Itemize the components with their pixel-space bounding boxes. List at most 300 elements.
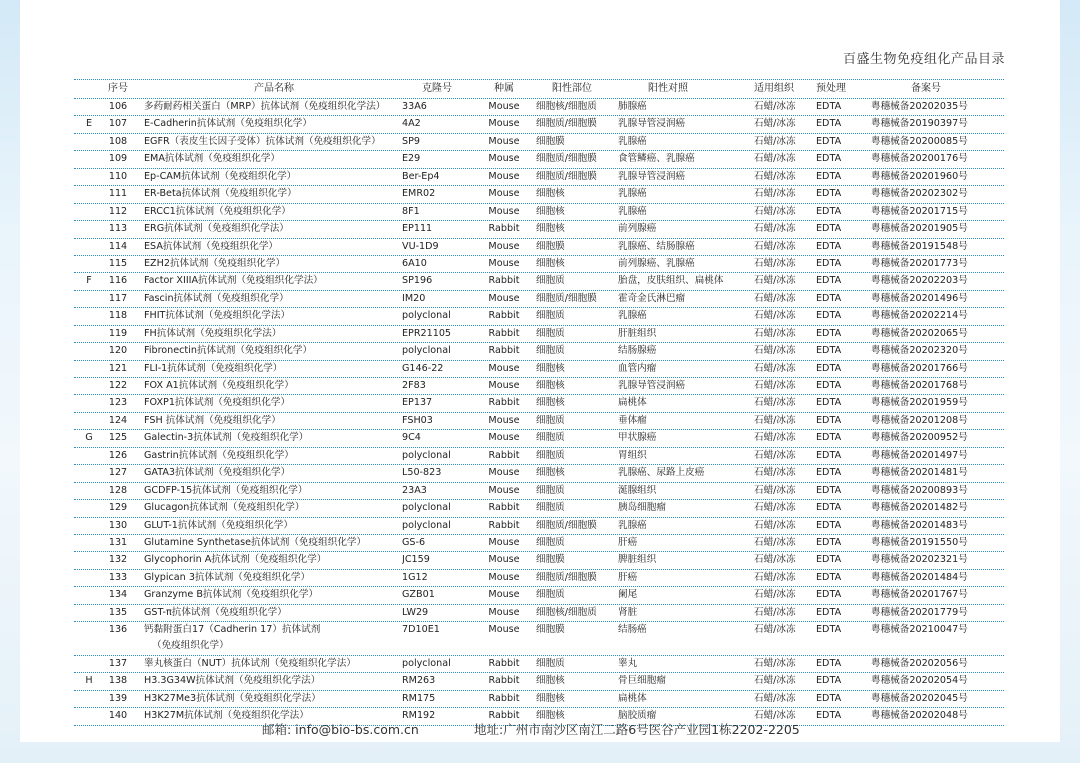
cell-clone: VU-1D9 xyxy=(402,240,439,252)
cell-name: Glycophorin A抗体试剂（免疫组织化学） xyxy=(144,554,327,566)
cell-species: Mouse xyxy=(488,135,520,147)
cell-registration: 粤穗械备20201481号 xyxy=(871,467,968,479)
cell-species: Mouse xyxy=(488,118,520,130)
cell-pretreatment: EDTA xyxy=(816,223,842,235)
cell-tissue: 石蜡/冰冻 xyxy=(754,257,796,269)
cell-clone: polyclonal xyxy=(402,345,451,357)
cell-registration: 粤穗械备20201767号 xyxy=(871,589,968,601)
cell-tissue: 石蜡/冰冻 xyxy=(754,101,796,112)
cell-name: FH抗体试剂（免疫组织化学法） xyxy=(144,327,282,339)
cell-pretreatment: EDTA xyxy=(816,675,842,687)
header-name: 产品名称 xyxy=(254,83,294,94)
cell-registration: 粤穗械备20202035号 xyxy=(871,101,968,112)
cell-no: 115 xyxy=(108,257,128,269)
cell-species: Rabbit xyxy=(488,345,520,357)
header-positive-site: 阳性部位 xyxy=(552,83,592,94)
cell-no: 118 xyxy=(108,310,128,322)
cell-positive-control: 垂体瘤 xyxy=(618,414,647,426)
cell-registration: 粤穗械备20202321号 xyxy=(871,554,968,566)
cell-no: 120 xyxy=(108,345,128,357)
cell-positive-site: 细胞膜 xyxy=(536,554,565,566)
cell-positive-site: 细胞质 xyxy=(536,502,565,514)
cell-no: 128 xyxy=(108,484,128,496)
cell-registration: 粤穗械备20201715号 xyxy=(871,205,968,217)
cell-positive-control: 胰岛细胞瘤 xyxy=(618,502,666,514)
cell-name: FSH 抗体试剂（免疫组织化学） xyxy=(144,414,281,426)
table-row xyxy=(74,413,1004,430)
cell-clone: polyclonal xyxy=(402,658,451,670)
cell-registration: 粤穗械备20200176号 xyxy=(871,153,968,165)
cell-name: Fibronectin抗体试剂（免疫组织化学） xyxy=(144,345,313,357)
table-row xyxy=(74,552,1004,569)
cell-clone: EMR02 xyxy=(402,188,436,200)
table-row xyxy=(74,448,1004,465)
cell-name: FOX A1抗体试剂（免疫组织化学） xyxy=(144,380,294,391)
cell-name: EGFR（表皮生长因子受体）抗体试剂（免疫组织化学） xyxy=(144,135,381,147)
cell-registration: 粤穗械备20201497号 xyxy=(871,449,968,461)
table-row xyxy=(74,518,1004,535)
cell-no: 117 xyxy=(108,292,128,304)
cell-species: Mouse xyxy=(488,536,520,548)
cell-species: Mouse xyxy=(488,606,520,618)
cell-pretreatment: EDTA xyxy=(816,554,842,566)
cell-tissue: 石蜡/冰冻 xyxy=(754,692,796,704)
cell-positive-control: 乳腺癌 xyxy=(618,519,647,531)
cell-tissue: 石蜡/冰冻 xyxy=(754,467,796,479)
table-row xyxy=(74,430,1004,447)
table-row xyxy=(74,256,1004,273)
header-no: 序号 xyxy=(108,83,128,94)
cell-clone: RM175 xyxy=(402,692,436,704)
cell-no: 140 xyxy=(108,710,128,722)
cell-registration: 粤穗械备20200085号 xyxy=(871,135,968,147)
cell-name: Factor XIIIA抗体试剂（免疫组织化学法） xyxy=(144,275,323,287)
cell-no: 111 xyxy=(108,188,128,200)
cell-tissue: 石蜡/冰冻 xyxy=(754,710,796,722)
cell-tissue: 石蜡/冰冻 xyxy=(754,240,796,252)
cell-positive-control: 睾丸 xyxy=(618,658,638,670)
catalog-title: 百盛生物免疫组化产品目录 xyxy=(842,52,1005,67)
cell-positive-site: 细胞质 xyxy=(536,345,565,357)
cell-name: Galectin-3抗体试剂（免疫组织化学） xyxy=(144,432,309,444)
cell-positive-control: 骨巨细胞瘤 xyxy=(618,675,666,687)
cell-positive-control: 前列腺癌 xyxy=(618,223,657,235)
cell-name: H3K27M抗体试剂（免疫组织化学法） xyxy=(144,710,309,722)
cell-species: Mouse xyxy=(488,362,520,374)
cell-pretreatment: EDTA xyxy=(816,432,842,444)
cell-pretreatment: EDTA xyxy=(816,380,842,391)
top-divider xyxy=(74,79,1004,80)
cell-registration: 粤穗械备20201483号 xyxy=(871,519,968,531)
header-clone: 克隆号 xyxy=(422,83,452,94)
cell-positive-site: 细胞膜 xyxy=(536,240,565,252)
cell-tissue: 石蜡/冰冻 xyxy=(754,153,796,165)
cell-positive-control: 食管鳞癌、乳腺癌 xyxy=(618,153,695,165)
cell-positive-site: 细胞核 xyxy=(536,362,565,374)
cell-registration: 粤穗械备20202065号 xyxy=(871,327,968,339)
cell-no: 138 xyxy=(108,675,128,687)
cell-name: ERG抗体试剂（免疫组织化学法） xyxy=(144,223,289,235)
cell-species: Mouse xyxy=(488,188,520,200)
cell-species: Mouse xyxy=(488,484,520,496)
cell-positive-control: 肝脏组织 xyxy=(618,327,657,339)
cell-positive-site: 细胞质/细胞膜 xyxy=(536,571,597,583)
cell-positive-control: 乳腺导管浸润癌 xyxy=(618,380,686,391)
cell-no: 129 xyxy=(108,502,128,514)
cell-pretreatment: EDTA xyxy=(816,205,842,217)
cell-positive-control: 肺腺癌 xyxy=(618,101,647,112)
cell-positive-site: 细胞质 xyxy=(536,327,565,339)
cell-clone: RM192 xyxy=(402,710,436,722)
cell-positive-site: 细胞核 xyxy=(536,223,565,235)
table-row xyxy=(74,656,1004,673)
cell-tissue: 石蜡/冰冻 xyxy=(754,380,796,391)
cell-no: 119 xyxy=(108,327,128,339)
cell-species: Mouse xyxy=(488,101,520,112)
cell-positive-control: 肾脏 xyxy=(618,606,638,618)
cell-species: Mouse xyxy=(488,467,520,479)
cell-species: Rabbit xyxy=(488,397,520,409)
cell-registration: 粤穗械备20202054号 xyxy=(871,675,968,687)
cell-no: 137 xyxy=(108,658,128,670)
cell-no: 122 xyxy=(108,380,128,391)
cell-species: Mouse xyxy=(488,554,520,566)
table-row xyxy=(74,673,1004,690)
cell-species: Rabbit xyxy=(488,310,520,322)
section-letter: H xyxy=(85,675,93,687)
table-row xyxy=(74,239,1004,256)
footer-address: 地址:广州市南沙区南江二路6号医谷产业园1栋2202-2205 xyxy=(474,722,800,737)
cell-clone: 9C4 xyxy=(402,432,421,444)
cell-tissue: 石蜡/冰冻 xyxy=(754,502,796,514)
cell-registration: 粤穗械备20202056号 xyxy=(871,658,968,670)
cell-pretreatment: EDTA xyxy=(816,589,842,601)
cell-positive-site: 细胞质 xyxy=(536,658,565,670)
cell-pretreatment: EDTA xyxy=(816,658,842,670)
cell-species: Mouse xyxy=(488,205,520,217)
cell-registration: 粤穗械备20202214号 xyxy=(871,310,968,322)
cell-no: 135 xyxy=(108,606,128,618)
cell-positive-control: 脾脏组织 xyxy=(618,554,657,566)
cell-positive-site: 细胞质/细胞膜 xyxy=(536,292,597,304)
cell-pretreatment: EDTA xyxy=(816,153,842,165)
cell-no: 113 xyxy=(108,223,128,235)
cell-pretreatment: EDTA xyxy=(816,571,842,583)
header-tissue: 适用组织 xyxy=(754,83,794,94)
cell-positive-site: 细胞质 xyxy=(536,432,565,444)
cell-positive-site: 细胞质 xyxy=(536,484,565,496)
cell-pretreatment: EDTA xyxy=(816,484,842,496)
table-row xyxy=(74,691,1004,708)
cell-positive-control: 乳腺导管浸润癌 xyxy=(618,170,686,182)
cell-positive-site: 细胞核 xyxy=(536,188,565,200)
cell-name-line1: 钙黏附蛋白17（Cadherin 17）抗体试剂 xyxy=(144,624,321,636)
cell-tissue: 石蜡/冰冻 xyxy=(754,606,796,618)
cell-name-line2: （免疫组织化学） xyxy=(152,639,229,651)
cell-species: Mouse xyxy=(488,414,520,426)
cell-species: Mouse xyxy=(488,589,520,601)
cell-name: Fascin抗体试剂（免疫组织化学） xyxy=(144,292,289,304)
cell-positive-control: 乳腺导管浸润癌 xyxy=(618,118,686,130)
cell-no: 130 xyxy=(108,519,128,531)
cell-positive-site: 细胞质/细胞膜 xyxy=(536,118,597,130)
cell-tissue: 石蜡/冰冻 xyxy=(754,536,796,548)
cell-clone: polyclonal xyxy=(402,519,451,531)
cell-name: FHIT抗体试剂（免疫组织化学法） xyxy=(144,310,291,322)
cell-clone: 33A6 xyxy=(402,101,427,112)
cell-positive-site: 细胞核 xyxy=(536,380,565,391)
cell-species: Rabbit xyxy=(488,223,520,235)
cell-positive-control: 肝癌 xyxy=(618,536,638,548)
table-row xyxy=(74,343,1004,360)
cell-no: 106 xyxy=(108,101,128,112)
table-row xyxy=(74,221,1004,238)
cell-name: Ep-CAM抗体试剂（免疫组织化学） xyxy=(144,170,297,182)
cell-positive-site: 细胞质 xyxy=(536,536,565,548)
cell-clone: 6A10 xyxy=(402,257,427,269)
cell-positive-site: 细胞质 xyxy=(536,449,565,461)
cell-clone: 8F1 xyxy=(402,205,420,217)
cell-registration: 粤穗械备20201905号 xyxy=(871,223,968,235)
cell-no: 125 xyxy=(108,432,128,444)
cell-positive-control: 乳腺癌 xyxy=(618,310,647,322)
table-row xyxy=(74,587,1004,604)
cell-clone: GS-6 xyxy=(402,536,426,548)
cell-name: E-Cadherin抗体试剂（免疫组织化学） xyxy=(144,118,312,130)
cell-name: H3.3G34W抗体试剂（免疫组织化学法） xyxy=(144,675,321,687)
cell-pretreatment: EDTA xyxy=(816,536,842,548)
cell-name: EZH2抗体试剂（免疫组织化学） xyxy=(144,257,286,269)
cell-positive-control: 扁桃体 xyxy=(618,692,647,704)
cell-tissue: 石蜡/冰冻 xyxy=(754,449,796,461)
cell-species: Rabbit xyxy=(488,692,520,704)
cell-pretreatment: EDTA xyxy=(816,692,842,704)
cell-positive-control: 结肠腺癌 xyxy=(618,345,657,357)
cell-tissue: 石蜡/冰冻 xyxy=(754,362,796,374)
cell-tissue: 石蜡/冰冻 xyxy=(754,170,796,182)
cell-pretreatment: EDTA xyxy=(816,275,842,287)
cell-no: 107 xyxy=(108,118,128,130)
cell-name: ERCC1抗体试剂（免疫组织化学） xyxy=(144,205,291,217)
cell-clone: 7D10E1 xyxy=(402,624,440,636)
cell-pretreatment: EDTA xyxy=(816,362,842,374)
cell-positive-site: 细胞核/细胞质 xyxy=(536,606,597,618)
cell-tissue: 石蜡/冰冻 xyxy=(754,432,796,444)
cell-tissue: 石蜡/冰冻 xyxy=(754,414,796,426)
cell-no: 123 xyxy=(108,397,128,409)
cell-pretreatment: EDTA xyxy=(816,345,842,357)
cell-positive-site: 细胞核/细胞质 xyxy=(536,101,597,112)
cell-species: Mouse xyxy=(488,170,520,182)
cell-no: 114 xyxy=(108,240,128,252)
cell-species: Rabbit xyxy=(488,327,520,339)
cell-tissue: 石蜡/冰冻 xyxy=(754,345,796,357)
cell-clone: IM20 xyxy=(402,292,426,304)
cell-clone: 23A3 xyxy=(402,484,427,496)
cell-positive-control: 乳腺癌、结肠腺癌 xyxy=(618,240,695,252)
cell-no: 139 xyxy=(108,692,128,704)
cell-clone: JC159 xyxy=(402,554,430,566)
cell-clone: SP196 xyxy=(402,275,433,287)
cell-positive-control: 肝癌 xyxy=(618,571,638,583)
cell-positive-control: 甲状腺癌 xyxy=(618,432,657,444)
cell-tissue: 石蜡/冰冻 xyxy=(754,118,796,130)
section-letter: F xyxy=(86,275,92,287)
cell-positive-control: 乳腺癌 xyxy=(618,188,647,200)
cell-registration: 粤穗械备20201779号 xyxy=(871,606,968,618)
cell-name: H3K27Me3抗体试剂（免疫组织化学法） xyxy=(144,692,321,704)
cell-pretreatment: EDTA xyxy=(816,710,842,722)
cell-tissue: 石蜡/冰冻 xyxy=(754,205,796,217)
header-species: 种属 xyxy=(494,83,514,94)
table-body xyxy=(74,99,1004,726)
table-row xyxy=(74,378,1004,395)
cell-registration: 粤穗械备20201768号 xyxy=(871,380,968,391)
cell-name: Glucagon抗体试剂（免疫组织化学） xyxy=(144,502,305,514)
cell-positive-control: 乳腺癌 xyxy=(618,205,647,217)
cell-no: 110 xyxy=(108,170,128,182)
cell-name: GATA3抗体试剂（免疫组织化学） xyxy=(144,467,291,479)
cell-registration: 粤穗械备20202302号 xyxy=(871,188,968,200)
cell-positive-site: 细胞核 xyxy=(536,257,565,269)
table-header xyxy=(74,81,1004,99)
cell-species: Rabbit xyxy=(488,658,520,670)
cell-registration: 粤穗械备20201208号 xyxy=(871,414,968,426)
cell-positive-site: 细胞核 xyxy=(536,467,565,479)
cell-registration: 粤穗械备20201496号 xyxy=(871,292,968,304)
cell-registration: 粤穗械备20210047号 xyxy=(871,624,968,636)
cell-clone: GZB01 xyxy=(402,589,435,601)
cell-species: Mouse xyxy=(488,432,520,444)
cell-clone: G146-22 xyxy=(402,362,444,374)
cell-clone: EP137 xyxy=(402,397,433,409)
cell-name: 睾丸核蛋白（NUT）抗体试剂（免疫组织化学法） xyxy=(144,658,356,670)
cell-registration: 粤穗械备20201959号 xyxy=(871,397,968,409)
cell-positive-control: 结肠癌 xyxy=(618,624,647,636)
cell-positive-site: 细胞核 xyxy=(536,675,565,687)
cell-tissue: 石蜡/冰冻 xyxy=(754,188,796,200)
cell-clone: E29 xyxy=(402,153,421,165)
cell-name: FOXP1抗体试剂（免疫组织化学） xyxy=(144,397,291,409)
cell-pretreatment: EDTA xyxy=(816,188,842,200)
cell-species: Rabbit xyxy=(488,710,520,722)
cell-registration: 粤穗械备20201482号 xyxy=(871,502,968,514)
cell-name: GLUT-1抗体试剂（免疫组织化学） xyxy=(144,519,293,531)
table-row xyxy=(74,395,1004,412)
cell-tissue: 石蜡/冰冻 xyxy=(754,310,796,322)
cell-positive-site: 细胞质 xyxy=(536,589,565,601)
cell-pretreatment: EDTA xyxy=(816,135,842,147)
table-row xyxy=(74,134,1004,151)
cell-clone: EPR21105 xyxy=(402,327,452,339)
cell-positive-control: 胃组织 xyxy=(618,449,647,461)
cell-positive-control: 霍奇金氏淋巴瘤 xyxy=(618,292,686,304)
cell-tissue: 石蜡/冰冻 xyxy=(754,397,796,409)
cell-pretreatment: EDTA xyxy=(816,327,842,339)
cell-registration: 粤穗械备20191548号 xyxy=(871,240,968,252)
cell-clone: LW29 xyxy=(402,606,429,618)
cell-positive-site: 细胞质/细胞膜 xyxy=(536,170,597,182)
cell-positive-site: 细胞膜 xyxy=(536,624,565,636)
cell-no: 121 xyxy=(108,362,128,374)
cell-positive-control: 乳腺癌 xyxy=(618,135,647,147)
cell-registration: 粤穗械备20200952号 xyxy=(871,432,968,444)
cell-pretreatment: EDTA xyxy=(816,118,842,130)
cell-clone: FSH03 xyxy=(402,414,433,426)
table-row xyxy=(74,465,1004,482)
cell-clone: 2F83 xyxy=(402,380,426,391)
cell-tissue: 石蜡/冰冻 xyxy=(754,484,796,496)
cell-species: Mouse xyxy=(488,571,520,583)
cell-tissue: 石蜡/冰冻 xyxy=(754,135,796,147)
cell-name: GCDFP-15抗体试剂（免疫组织化学） xyxy=(144,484,308,496)
cell-pretreatment: EDTA xyxy=(816,624,842,636)
cell-species: Rabbit xyxy=(488,519,520,531)
cell-registration: 粤穗械备20190397号 xyxy=(871,118,968,130)
table-row xyxy=(74,605,1004,622)
cell-positive-control: 血管内瘤 xyxy=(618,362,657,374)
cell-clone: 1G12 xyxy=(402,571,428,583)
cell-clone: Ber-Ep4 xyxy=(402,170,440,182)
cell-pretreatment: EDTA xyxy=(816,502,842,514)
cell-name: Gastrin抗体试剂（免疫组织化学） xyxy=(144,449,294,461)
section-letter: G xyxy=(85,432,93,444)
cell-clone: L50-823 xyxy=(402,467,442,479)
footer-email: 邮箱: info@bio-bs.com.cn xyxy=(262,722,419,737)
cell-pretreatment: EDTA xyxy=(816,292,842,304)
product-table xyxy=(74,81,1004,726)
cell-pretreatment: EDTA xyxy=(816,257,842,269)
cell-registration: 粤穗械备20201484号 xyxy=(871,571,968,583)
cell-registration: 粤穗械备20202045号 xyxy=(871,692,968,704)
cell-pretreatment: EDTA xyxy=(816,397,842,409)
cell-pretreatment: EDTA xyxy=(816,170,842,182)
cell-registration: 粤穗械备20201960号 xyxy=(871,170,968,182)
table-row xyxy=(74,361,1004,378)
cell-pretreatment: EDTA xyxy=(816,101,842,112)
cell-no: 108 xyxy=(108,135,128,147)
cell-registration: 粤穗械备20201773号 xyxy=(871,257,968,269)
table-row xyxy=(74,186,1004,203)
cell-name: Glypican 3抗体试剂（免疫组织化学） xyxy=(144,571,311,583)
cell-pretreatment: EDTA xyxy=(816,310,842,322)
cell-tissue: 石蜡/冰冻 xyxy=(754,571,796,583)
cell-clone: RM263 xyxy=(402,675,436,687)
header-pretreatment: 预处理 xyxy=(816,83,846,94)
table-row xyxy=(74,151,1004,168)
cell-name: Granzyme B抗体试剂（免疫组织化学） xyxy=(144,589,319,601)
cell-clone: polyclonal xyxy=(402,449,451,461)
cell-registration: 粤穗械备20202320号 xyxy=(871,345,968,357)
cell-pretreatment: EDTA xyxy=(816,414,842,426)
cell-pretreatment: EDTA xyxy=(816,519,842,531)
section-letter: E xyxy=(85,118,93,130)
cell-no: 131 xyxy=(108,536,128,548)
header-registration: 备案号 xyxy=(911,83,941,94)
cell-no: 124 xyxy=(108,414,128,426)
cell-positive-site: 细胞质 xyxy=(536,275,565,287)
cell-positive-control: 脑胶质瘤 xyxy=(618,710,657,722)
cell-clone: polyclonal xyxy=(402,502,451,514)
cell-clone: EP111 xyxy=(402,223,433,235)
cell-registration: 粤穗械备20200893号 xyxy=(871,484,968,496)
cell-positive-site: 细胞核 xyxy=(536,692,565,704)
cell-species: Mouse xyxy=(488,240,520,252)
cell-no: 127 xyxy=(108,467,128,479)
cell-name: 多药耐药相关蛋白（MRP）抗体试剂（免疫组织化学法） xyxy=(144,101,386,112)
cell-no: 109 xyxy=(108,153,128,165)
cell-positive-site: 细胞膜 xyxy=(536,135,565,147)
